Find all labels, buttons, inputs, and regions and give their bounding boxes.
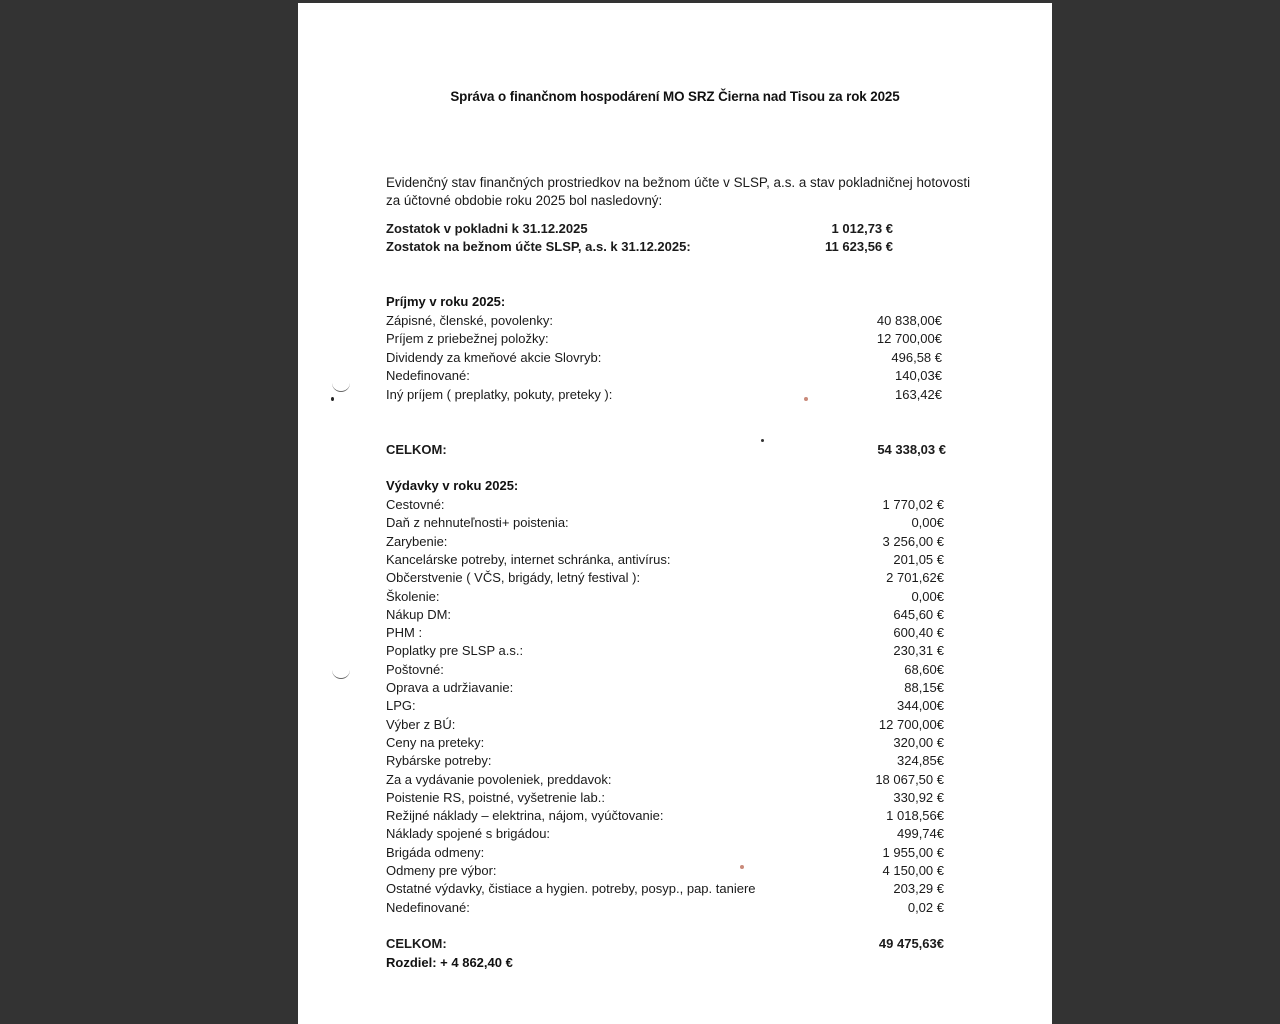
expenses-label: Poplatky pre SLSP a.s.: (386, 643, 524, 659)
expenses-value: 600,40 € (893, 625, 944, 641)
expenses-value: 2 701,62€ (886, 570, 944, 586)
scan-artifact (804, 397, 808, 401)
expenses-label: Ceny na preteky: (386, 734, 485, 750)
expenses-label: Cestovné: (386, 497, 445, 512)
expenses-label: Kancelárske potreby, internet schránka, antivírus: (386, 551, 671, 567)
income-value: 163,42€ (895, 386, 942, 402)
balance-value: 1 012,73 € (831, 221, 893, 236)
expenses-value: 4 150,00 € (882, 863, 944, 878)
expenses-label: Náklady spojené s brigádou: (386, 826, 551, 842)
expenses-row (386, 790, 944, 808)
expenses-label: Nedefinované: (386, 899, 470, 915)
expenses-value: 0,00€ (911, 515, 944, 531)
expenses-label: Školenie: (386, 588, 440, 604)
difference-line: Rozdiel: + 4 862,40 € (386, 955, 513, 970)
income-total-row (386, 442, 946, 460)
income-value: 12 700,00€ (876, 331, 942, 347)
expenses-value: 0,02 € (907, 899, 944, 915)
income-heading: Príjmy v roku 2025: (386, 294, 506, 309)
expenses-label: Za a vydávanie povoleniek, preddavok: (386, 771, 612, 787)
balance-label: Zostatok v pokladni k 31.12.2025 (386, 221, 588, 236)
expenses-value: 68,60€ (904, 661, 944, 677)
expenses-label: LPG: (386, 698, 416, 714)
expenses-label: Občerstvenie ( VČS, brigády, letný festival ): (386, 570, 641, 586)
income-label: Iný príjem ( preplatky, pokuty, preteky ): (386, 386, 613, 402)
expenses-label: Daň z nehnuteľnosti+ poistenia: (386, 515, 569, 531)
income-row (386, 387, 942, 405)
income-value: 496,58 € (891, 349, 942, 365)
expenses-label: Rybárske potreby: (386, 753, 492, 769)
expenses-row (386, 900, 944, 918)
income-label: Nedefinované: (386, 368, 470, 384)
expenses-value: 201,05 € (893, 551, 944, 567)
income-row (386, 350, 942, 368)
expenses-row (386, 534, 944, 552)
expenses-value: 203,29 € (893, 881, 944, 897)
expenses-row (386, 753, 944, 771)
expenses-row (386, 570, 944, 588)
expenses-value: 18 067,50 € (875, 771, 944, 787)
expenses-label: Oprava a udržiavanie: (386, 680, 514, 695)
expenses-label: Poistenie RS, poistné, vyšetrenie lab.: (386, 789, 605, 805)
expenses-value: 344,00€ (897, 698, 944, 714)
expenses-value: 645,60 € (893, 606, 944, 622)
expenses-total-label: CELKOM: (386, 936, 447, 951)
income-value: 140,03€ (895, 368, 942, 384)
expenses-row (386, 515, 944, 533)
expenses-label: Ostatné výdavky, čistiace a hygien. potreby, posyp., pap. taniere (386, 881, 756, 897)
document-title: Správa o finančnom hospodárení MO SRZ Čierna nad Tisou za rok 2025 (450, 89, 900, 104)
expenses-row (386, 698, 944, 716)
expenses-heading: Výdavky v roku 2025: (386, 478, 519, 493)
scan-artifact (332, 668, 350, 679)
expenses-row (386, 845, 944, 863)
expenses-row (386, 625, 944, 643)
expenses-value: 0,00€ (911, 588, 944, 604)
income-row (386, 331, 942, 349)
income-total-value: 54 338,03 € (877, 442, 946, 457)
balance-label: Zostatok na bežnom účte SLSP, a.s. k 31.12.2025: (386, 239, 691, 254)
expenses-value: 88,15€ (904, 680, 944, 695)
expenses-row (386, 826, 944, 844)
income-row (386, 368, 942, 386)
scan-artifact (331, 397, 334, 401)
expenses-label: Odmeny pre výbor: (386, 863, 497, 878)
expenses-label: Brigáda odmeny: (386, 844, 485, 860)
income-label: Príjem z priebežnej položky: (386, 331, 549, 347)
expenses-label: PHM : (386, 625, 423, 641)
income-label: Dividendy za kmeňové akcie Slovryb: (386, 349, 602, 365)
expenses-value: 1 770,02 € (882, 497, 944, 512)
expenses-row (386, 643, 944, 661)
expenses-row (386, 717, 944, 735)
expenses-value: 499,74€ (897, 826, 944, 842)
document-page (298, 3, 1052, 1024)
balance-row (386, 221, 893, 239)
expenses-label: Režijné náklady – elektrina, nájom, vyúčtovanie: (386, 808, 664, 824)
expenses-value: 330,92 € (893, 789, 944, 805)
expenses-value: 324,85€ (897, 753, 944, 769)
expenses-value: 230,31 € (893, 643, 944, 659)
expenses-value: 320,00 € (893, 734, 944, 750)
expenses-value: 1 018,56€ (886, 808, 944, 824)
expenses-row (386, 607, 944, 625)
expenses-row (386, 589, 944, 607)
expenses-row (386, 772, 944, 790)
scan-artifact (740, 865, 744, 869)
income-row (386, 313, 942, 331)
expenses-row (386, 863, 944, 881)
expenses-value: 12 700,00€ (878, 716, 944, 732)
balance-row (386, 239, 893, 257)
expenses-row (386, 662, 944, 680)
expenses-row (386, 881, 944, 899)
intro-paragraph: Evidenčný stav finančných prostriedkov na bežnom účte v SLSP, a.s. a stav pokladničnej hotovosti za účtovné obdobie roku 2025 bol nasledovný: (386, 175, 971, 208)
expenses-label: Zarybenie: (386, 533, 448, 549)
expenses-total-value: 49 475,63€ (878, 936, 944, 951)
expenses-label: Výber z BÚ: (386, 716, 456, 732)
scan-artifact (761, 439, 764, 442)
expenses-value: 1 955,00 € (882, 844, 944, 860)
expenses-row (386, 680, 944, 698)
expenses-row (386, 552, 944, 570)
expenses-row (386, 497, 944, 515)
income-total-label: CELKOM: (386, 442, 447, 457)
scan-artifact (332, 381, 350, 392)
expenses-label: Poštovné: (386, 661, 444, 677)
income-value: 40 838,00€ (876, 313, 942, 328)
balance-value: 11 623,56 € (825, 239, 893, 254)
expenses-row (386, 808, 944, 826)
expenses-label: Nákup DM: (386, 606, 452, 622)
expenses-row (386, 735, 944, 753)
income-label: Zápisné, členské, povolenky: (386, 313, 553, 328)
expenses-total-row (386, 936, 944, 954)
expenses-value: 3 256,00 € (882, 533, 944, 549)
